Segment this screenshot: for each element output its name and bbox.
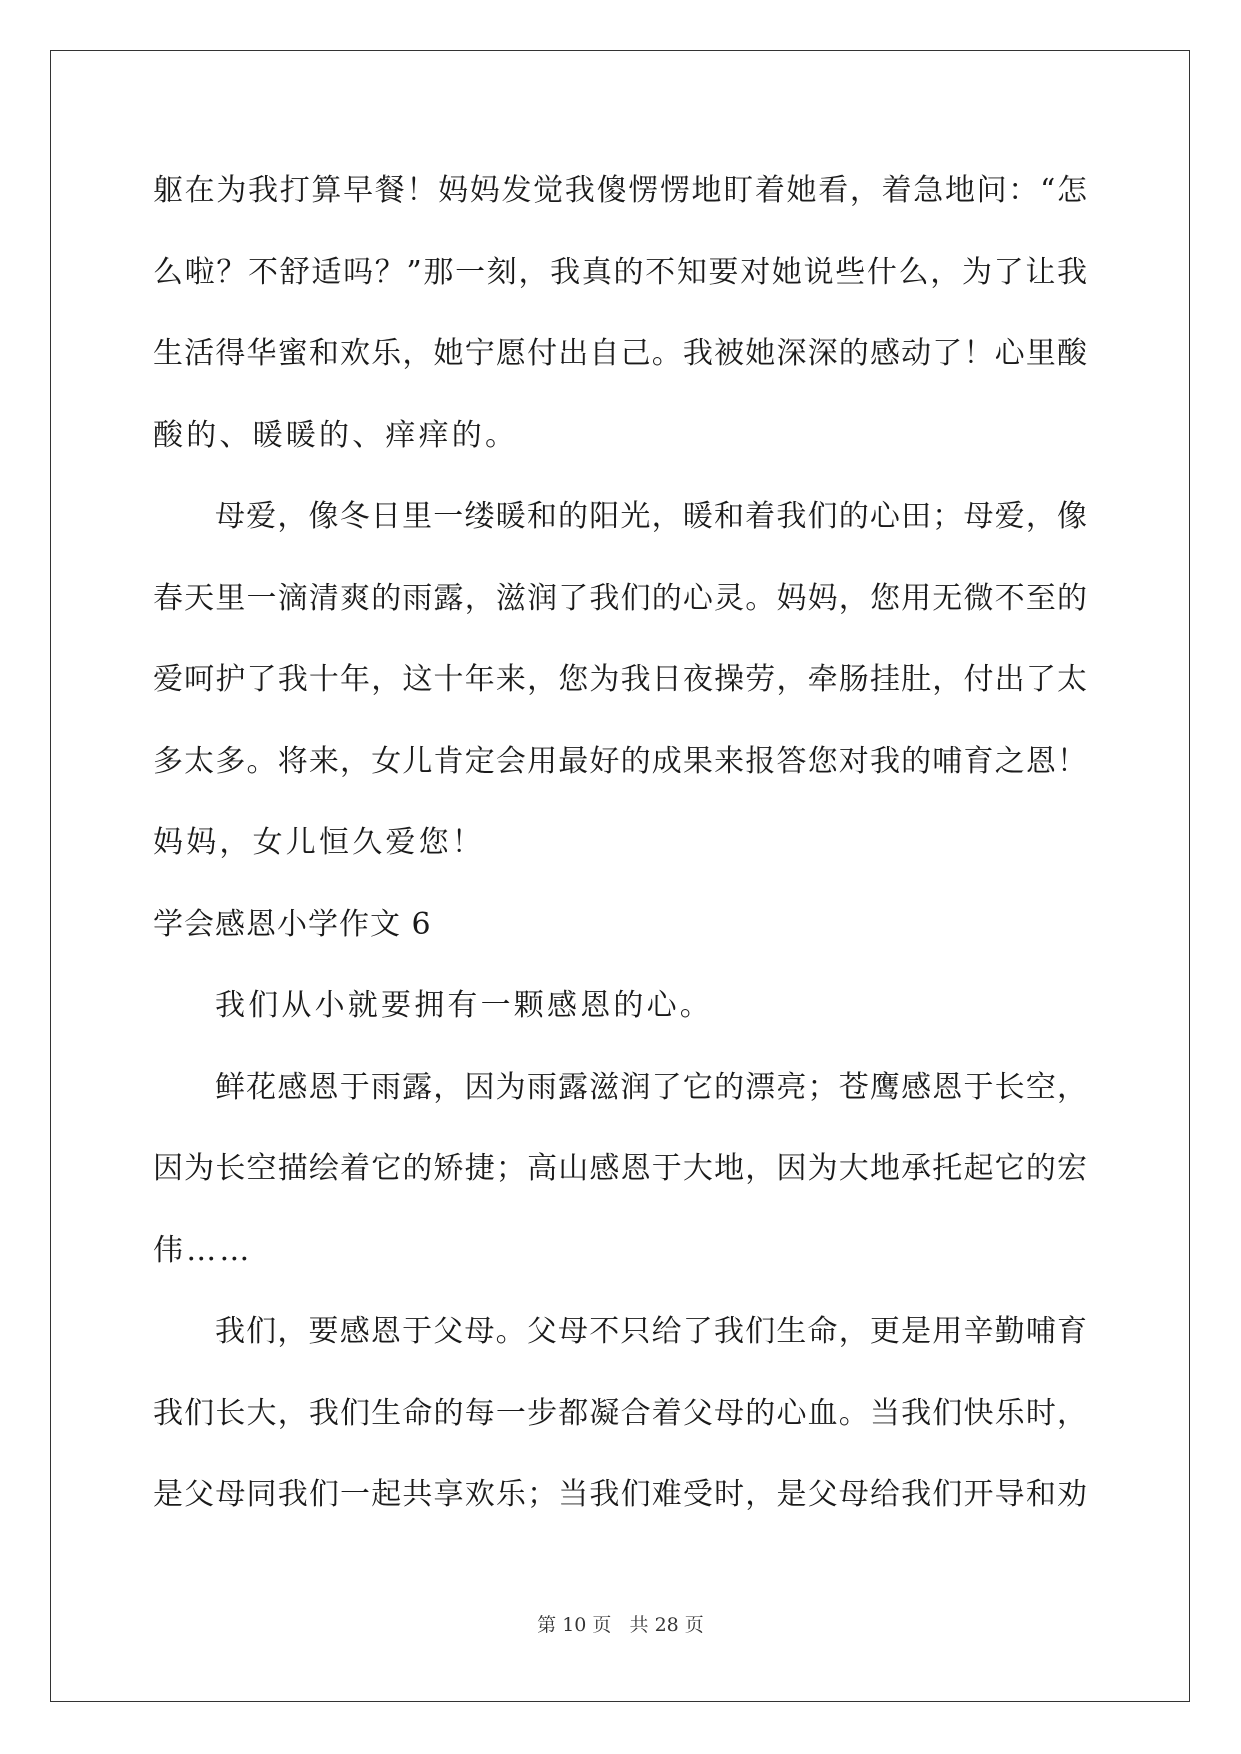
- paragraph-start-line: 我们，要感恩于父母。父母不只给了我们生命，更是用辛勤哺育: [215, 1314, 1087, 1349]
- text-line: 多太多。将来，女儿肯定会用最好的成果来报答您对我的哺育之恩！: [153, 743, 1087, 779]
- paragraph-start-line: 鲜花感恩于雨露，因为雨露滋润了它的漂亮；苍鹰感恩于长空，: [215, 1069, 1087, 1105]
- text-line: 伟……: [153, 1232, 253, 1268]
- text-line: 我们长大，我们生命的每一步都凝合着父母的心血。当我们快乐时，: [153, 1395, 1087, 1431]
- text-line: 么啦？不舒适吗？”那一刻，我真的不知要对她说些什么，为了让我: [153, 254, 1087, 290]
- section-heading: 学会感恩小学作文 6: [153, 906, 432, 942]
- text-line: 因为长空描绘着它的矫捷；高山感恩于大地，因为大地承托起它的宏: [153, 1151, 1087, 1186]
- text-line: 酸的、暖暖的、痒痒的。: [153, 417, 519, 453]
- text-line: 躯在为我打算早餐！妈妈发觉我傻愣愣地盯着她看，着急地问：“怎: [153, 173, 1087, 208]
- page-number-footer: 第 10 页 共 28 页: [537, 1614, 704, 1636]
- text-line: 生活得华蜜和欢乐，她宁愿付出自己。我被她深深的感动了！心里酸: [153, 336, 1087, 371]
- paragraph-start-line: 我们从小就要拥有一颗感恩的心。: [215, 988, 713, 1023]
- paragraph-start-line: 母爱，像冬日里一缕暖和的阳光，暖和着我们的心田；母爱，像: [215, 499, 1087, 534]
- text-line: 春天里一滴清爽的雨露，滋润了我们的心灵。妈妈，您用无微不至的: [153, 580, 1087, 616]
- text-line: 是父母同我们一起共享欢乐；当我们难受时，是父母给我们开导和劝: [153, 1477, 1087, 1512]
- text-line: 爱呵护了我十年，这十年来，您为我日夜操劳，牵肠挂肚，付出了太: [153, 662, 1087, 697]
- text-line: 妈妈，女儿恒久爱您！: [153, 825, 485, 860]
- document-body: [153, 150, 1087, 1536]
